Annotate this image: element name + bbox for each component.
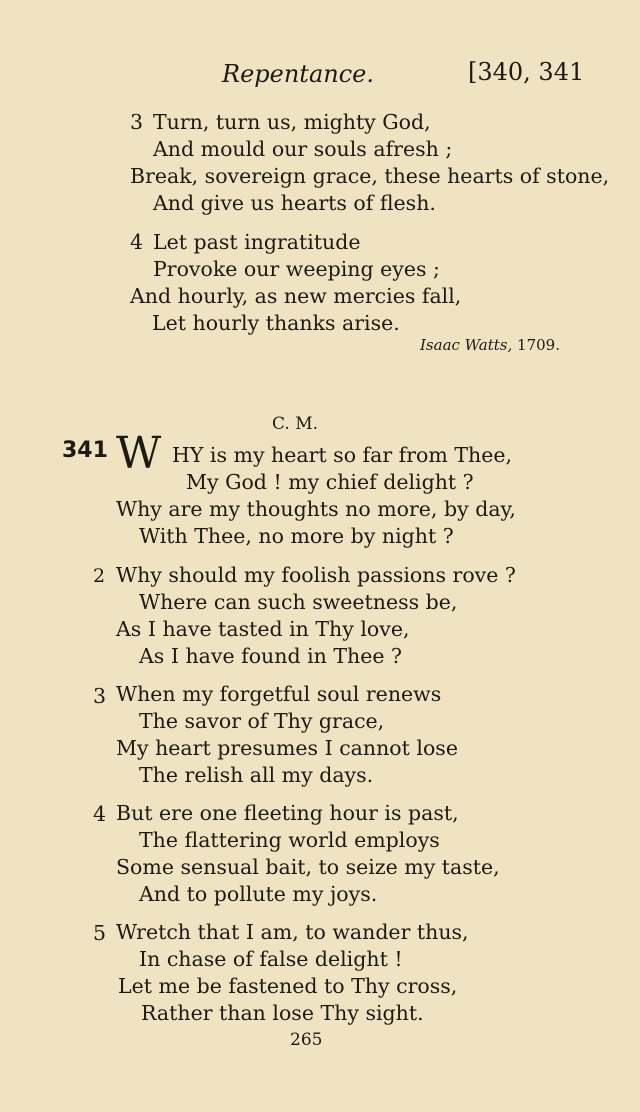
verse-line: As I have tasted in Thy love, [116,617,410,641]
verse-line: And give us hearts of flesh. [153,191,436,215]
verse-line: When my forgetful soul renews [116,682,442,706]
verse-line: Some sensual bait, to seize my taste, [116,855,500,879]
running-head-hymn-numbers: [340, 341 [468,58,585,86]
drop-cap: W [116,428,162,479]
attribution: Isaac Watts, 1709. [420,336,560,354]
verse-line: Where can such sweetness be, [139,590,458,614]
verse-line: The savor of Thy grace, [139,709,385,733]
verse-line: HY is my heart so far from Thee, [172,443,513,467]
page-number: 265 [290,1030,323,1050]
stanza-number: 3 [130,110,144,134]
verse-line: And mould our souls afresh ; [153,137,453,161]
verse-line: Let me be fastened to Thy cross, [118,974,458,998]
verse-line: Provoke our weeping eyes ; [153,257,440,281]
verse-line: And to pollute my joys. [139,882,378,906]
stanza-number: 4 [93,802,107,826]
meter-label: C. M. [272,414,319,434]
verse-line: Let past ingratitude [153,230,361,254]
verse-line: Turn, turn us, mighty God, [153,110,431,134]
stanza-number: 4 [130,230,144,254]
hymn-number: 341 [62,438,108,463]
verse-line: The flattering world employs [139,828,440,852]
verse-line: In chase of false delight ! [139,947,403,971]
verse-line: The relish all my days. [139,763,374,787]
verse-line: My God ! my chief delight ? [186,470,474,494]
verse-line: Wretch that I am, to wander thus, [116,920,469,944]
stanza-number: 2 [93,565,106,587]
attribution-author: Isaac Watts [420,336,508,354]
verse-line: Rather than lose Thy sight. [141,1001,424,1025]
attribution-year: 1709. [517,336,560,354]
verse-line: As I have found in Thee ? [139,644,403,668]
running-head-title: Repentance. [222,60,374,88]
verse-line: But ere one fleeting hour is past, [116,801,459,825]
verse-line: Why are my thoughts no more, by day, [116,497,516,521]
verse-line: And hourly, as new mercies fall, [130,284,462,308]
verse-line: Why should my foolish passions rove ? [116,563,516,587]
verse-line: My heart presumes I cannot lose [116,736,458,760]
verse-line: With Thee, no more by night ? [139,524,454,548]
stanza-number: 5 [93,921,107,945]
stanza-number: 3 [93,684,107,708]
verse-line: Let hourly thanks arise. [152,311,400,335]
verse-line: Break, sovereign grace, these hearts of stone, [130,164,610,188]
